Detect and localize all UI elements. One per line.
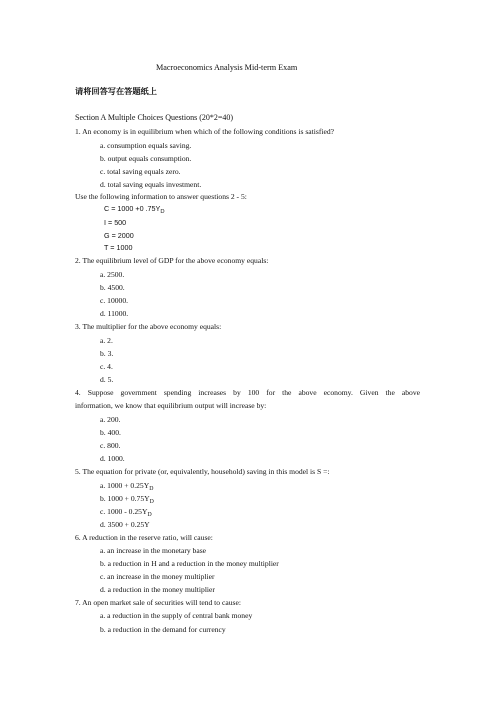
equation-consumption (104, 204, 165, 215)
question-3-option-d: d. 5. (100, 375, 114, 384)
question-1-option-a: a. consumption equals saving. (100, 141, 192, 150)
equation-taxes: T = 1000 (104, 243, 133, 252)
question-4-option-b: b. 400. (100, 428, 121, 437)
question-5-option-b (100, 494, 154, 505)
question-1-option-c: c. total saving equals zero. (100, 167, 181, 176)
question-2-option-c: c. 10000. (100, 296, 129, 305)
question-3-stem: 3. The multiplier for the above economy equals: (75, 322, 222, 331)
instruction: 请将回答写在答题纸上 (75, 87, 157, 96)
question-3-option-c: c. 4. (100, 362, 113, 371)
question-6-stem: 6. A reduction in the reserve ratio, will cause: (75, 533, 213, 542)
equation-consumption-subscript: D (160, 209, 165, 215)
question-4-option-d: d. 1000. (100, 454, 125, 463)
question-1-option-d: d. total saving equals investment. (100, 180, 202, 189)
question-6-option-c: c. an increase in the money multiplier (100, 572, 215, 581)
question-7-option-b: b. a reduction in the demand for currency (100, 625, 226, 634)
question-4-option-c: c. 800. (100, 441, 121, 450)
equation-investment: I = 500 (104, 218, 127, 227)
question-5-option-a-subscript: D (149, 486, 154, 492)
question-5-stem: 5. The equation for private (or, equivalently, household) saving in this model is S =: (75, 467, 330, 476)
question-5-option-a (100, 481, 153, 492)
question-5-option-c-subscript: D (147, 512, 152, 518)
question-5-option-a-text: a. 1000 + 0.25Y (100, 481, 150, 490)
question-4-stem-line-2: information, we know that equilibrium output will increase by: (75, 401, 267, 410)
question-3-option-b: b. 3. (100, 349, 114, 358)
question-5-option-c (100, 507, 152, 518)
question-6-option-b: b. a reduction in H and a reduction in the money multiplier (100, 559, 279, 568)
question-1-option-b: b. output equals consumption. (100, 154, 192, 163)
question-2-option-b: b. 4500. (100, 283, 125, 292)
question-3-option-a: a. 2. (100, 336, 113, 345)
question-4-option-a: a. 200. (100, 415, 121, 424)
question-7-stem: 7. An open market sale of securities will tend to cause: (75, 598, 241, 607)
question-5-option-b-subscript: D (149, 499, 154, 505)
question-6-option-a: a. an increase in the monetary base (100, 546, 207, 555)
exam-title: Macroeconomics Analysis Mid-term Exam (156, 63, 298, 72)
question-6-option-d: d. a reduction in the money multiplier (100, 585, 215, 594)
question-1-stem: 1. An economy is in equilibrium when which of the following conditions is satisfied? (75, 127, 334, 136)
question-5-option-c-text: c. 1000 - 0.25Y (100, 507, 148, 516)
equation-government: G = 2000 (104, 231, 134, 240)
question-2-stem: 2. The equilibrium level of GDP for the above economy equals: (75, 256, 269, 265)
question-2-option-a: a. 2500. (100, 270, 125, 279)
question-7-option-a: a. a reduction in the supply of central bank money (100, 611, 253, 620)
question-2-option-d: d. 11000. (100, 309, 129, 318)
question-5-option-d: d. 3500 + 0.25Y (100, 520, 150, 529)
question-4-stem-line-1: 4. Suppose government spending increases by 100 for the above economy. Given the above (75, 388, 420, 397)
equation-consumption-text: C = 1000 +0 .75Y (104, 204, 161, 213)
section-heading: Section A Multiple Choices Questions (20*2=40) (75, 113, 234, 122)
question-5-option-b-text: b. 1000 + 0.75Y (100, 494, 150, 503)
info-intro: Use the following information to answer questions 2 - 5: (75, 192, 247, 201)
